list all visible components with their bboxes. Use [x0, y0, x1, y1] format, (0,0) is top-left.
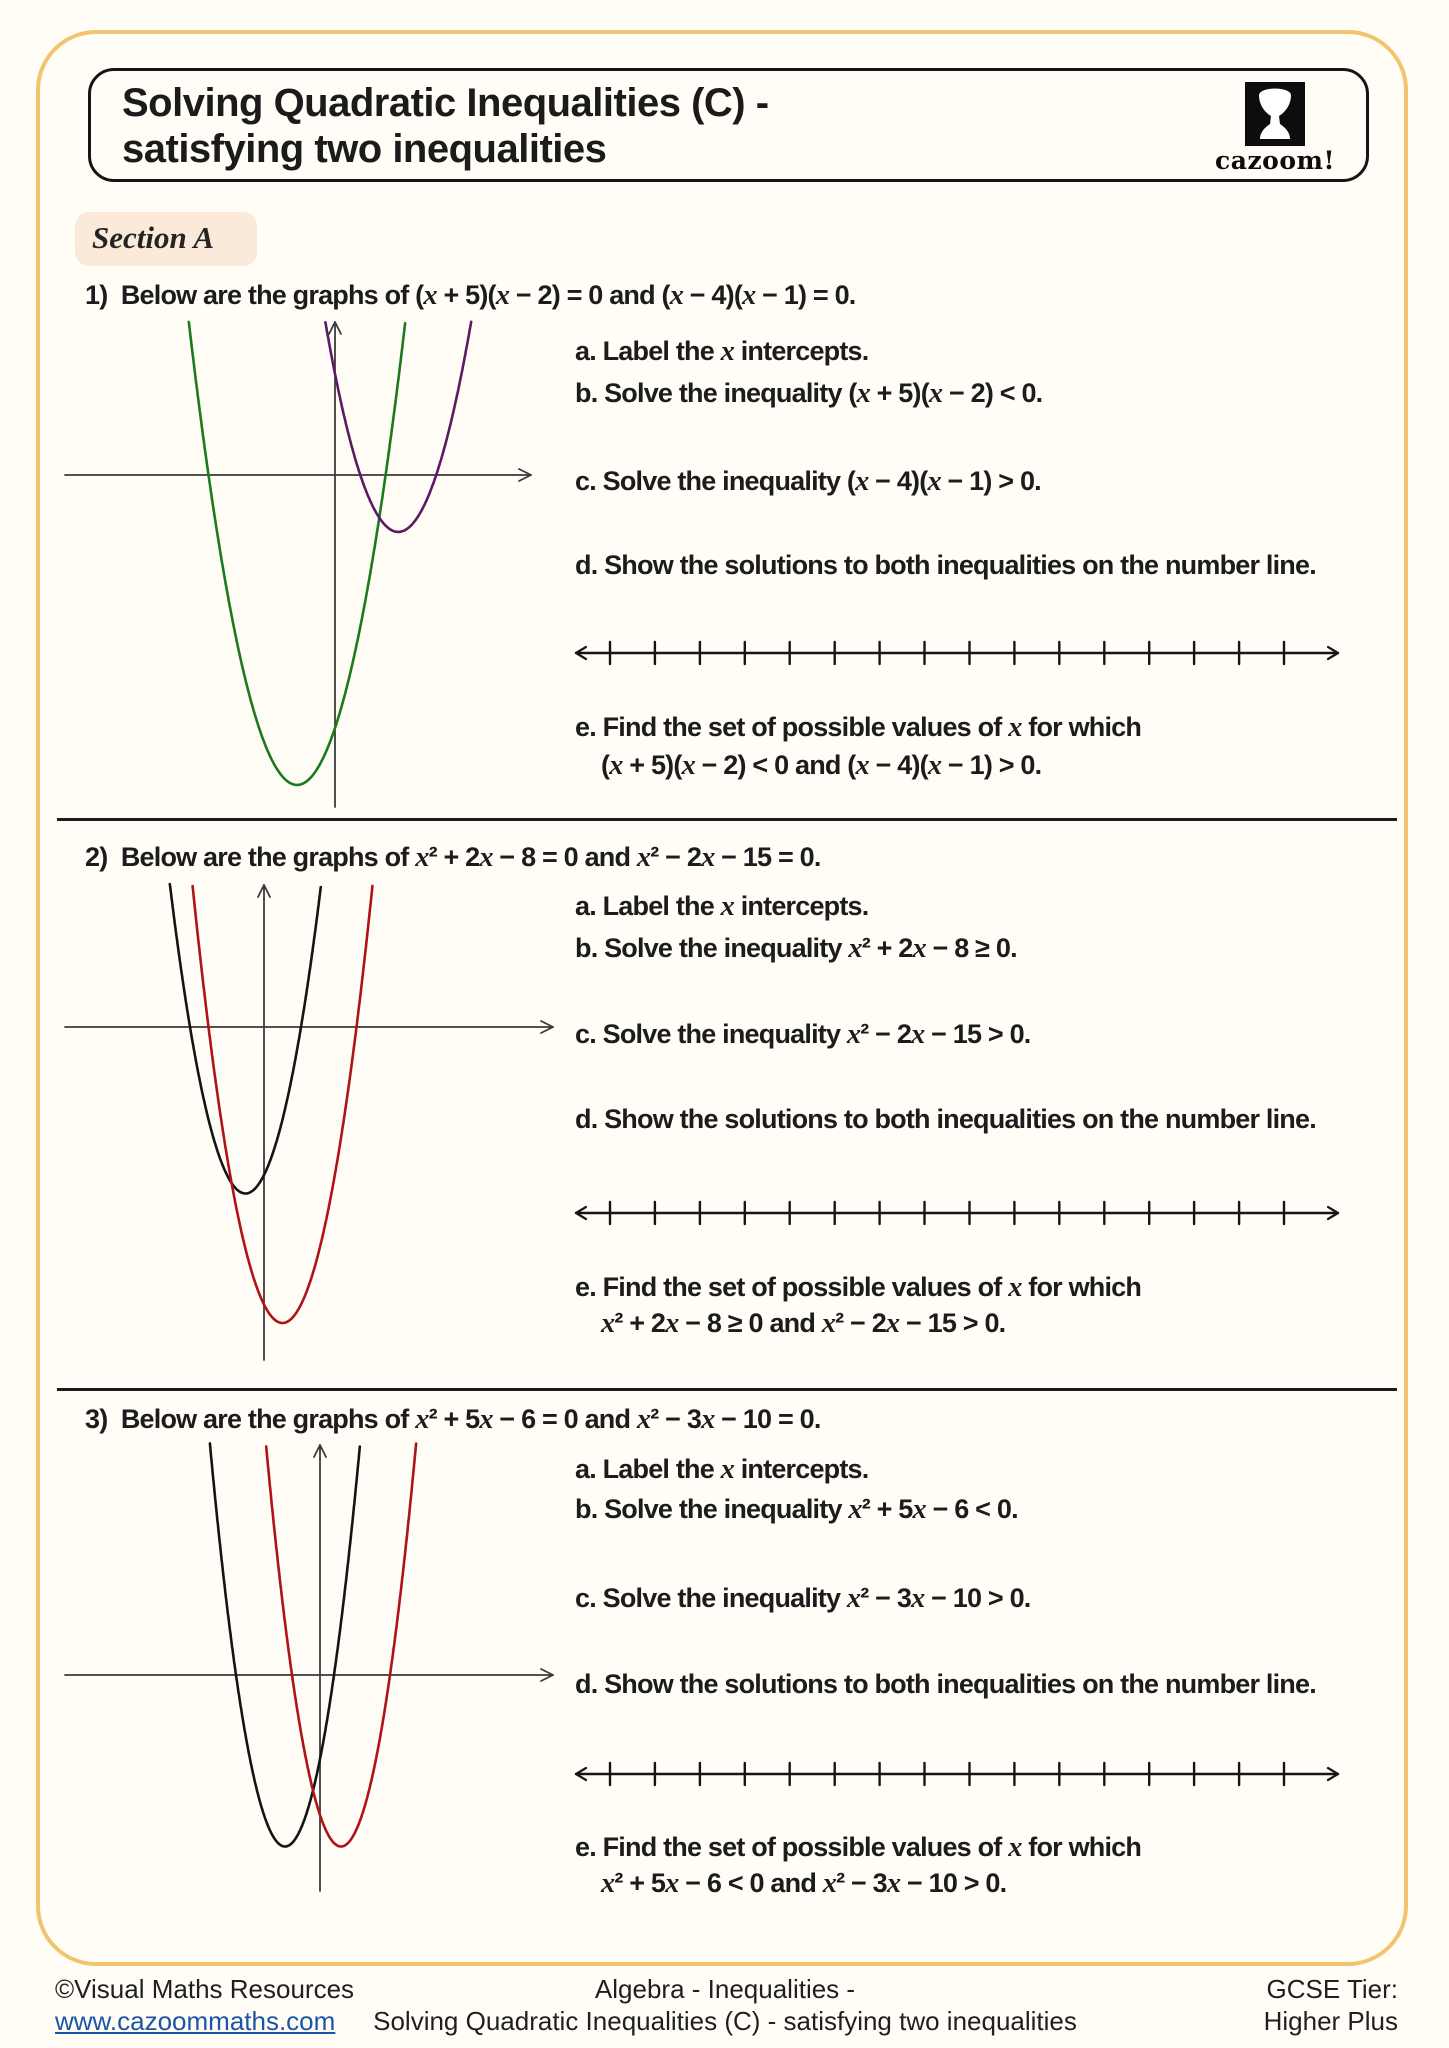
question-3-part-e-line1: e. Find the set of possible values of x for which	[575, 1832, 1142, 1863]
question-1-number-line	[572, 636, 1342, 670]
footer-topic-line2: Solving Quadratic Inequalities (C) - satisfying two inequalities	[373, 2006, 1077, 2036]
question-1-intro-text: Below are the graphs of (x + 5)(x − 2) = 0 and (x − 4)(x − 1) = 0.	[120, 280, 856, 311]
djembe-drum-icon	[1245, 82, 1305, 146]
question-divider-2	[57, 1388, 1397, 1391]
footer-tier-value: Higher Plus	[1263, 2006, 1398, 2036]
question-1-part-e-line2: (x + 5)(x − 2) < 0 and (x − 4)(x − 1) > 0.	[601, 750, 1042, 781]
question-2-part-d: d. Show the solutions to both inequalities on the number line.	[575, 1104, 1316, 1134]
question-1-part-a: a. Label the x intercepts.	[575, 336, 869, 367]
question-divider-1	[57, 818, 1397, 821]
question-3-number-line	[572, 1757, 1342, 1791]
question-2-intro	[85, 842, 821, 874]
question-2-number: 2)	[85, 842, 108, 872]
question-3-part-d: d. Show the solutions to both inequalities on the number line.	[575, 1669, 1316, 1699]
question-2-part-c: c. Solve the inequality x² − 2x − 15 > 0.	[575, 1019, 1031, 1050]
question-3-intro	[85, 1404, 821, 1436]
question-2-number-line	[572, 1196, 1342, 1230]
question-3-part-e-line2: x² + 5x − 6 < 0 and x² − 3x − 10 > 0.	[601, 1868, 1007, 1899]
page-title-line2: satisfying two inequalities	[122, 127, 607, 171]
question-2-intro-text: Below are the graphs of x² + 2x − 8 = 0 and x² − 2x − 15 = 0.	[120, 842, 821, 873]
footer-topic-line1: Algebra - Inequalities -	[594, 1974, 856, 2004]
question-2-part-b: b. Solve the inequality x² + 2x − 8 ≥ 0.	[575, 933, 1017, 964]
question-3-number: 3)	[85, 1404, 108, 1434]
question-2-graph	[55, 880, 575, 1362]
question-3-part-c: c. Solve the inequality x² − 3x − 10 > 0.	[575, 1583, 1031, 1614]
question-1-intro	[85, 280, 856, 312]
footer-tier-label: GCSE Tier:	[1266, 1974, 1398, 2004]
footer-copyright: ©Visual Maths Resources	[55, 1974, 355, 2004]
section-a-label	[75, 212, 257, 266]
question-1-graph	[55, 310, 575, 812]
section-a-text: Section A	[92, 220, 215, 255]
question-1-part-e-line1: e. Find the set of possible values of x for which	[575, 712, 1142, 743]
question-3-intro-text: Below are the graphs of x² + 5x − 6 = 0 and x² − 3x − 10 = 0.	[120, 1404, 821, 1435]
footer-website-link[interactable]: www.cazoommaths.com	[55, 2006, 336, 2036]
cazoom-logo	[1245, 82, 1305, 146]
cazoom-logo-text: cazoom!	[1215, 146, 1335, 175]
question-1-number: 1)	[85, 280, 108, 310]
question-2-part-a: a. Label the x intercepts.	[575, 891, 869, 922]
question-3-graph	[55, 1442, 575, 1894]
question-1-part-b: b. Solve the inequality (x + 5)(x − 2) < 0.	[575, 378, 1043, 409]
question-2-part-e-line1: e. Find the set of possible values of x for which	[575, 1272, 1142, 1303]
page-title	[122, 80, 769, 172]
question-1-part-c: c. Solve the inequality (x − 4)(x − 1) > 0.	[575, 466, 1041, 497]
question-2-part-e-line2: x² + 2x − 8 ≥ 0 and x² − 2x − 15 > 0.	[601, 1308, 1006, 1339]
question-3-part-b: b. Solve the inequality x² + 5x − 6 < 0.	[575, 1494, 1018, 1525]
question-3-part-a: a. Label the x intercepts.	[575, 1454, 869, 1485]
page-title-line1: Solving Quadratic Inequalities (C) -	[122, 81, 769, 125]
question-1-part-d: d. Show the solutions to both inequalities on the number line.	[575, 550, 1316, 580]
